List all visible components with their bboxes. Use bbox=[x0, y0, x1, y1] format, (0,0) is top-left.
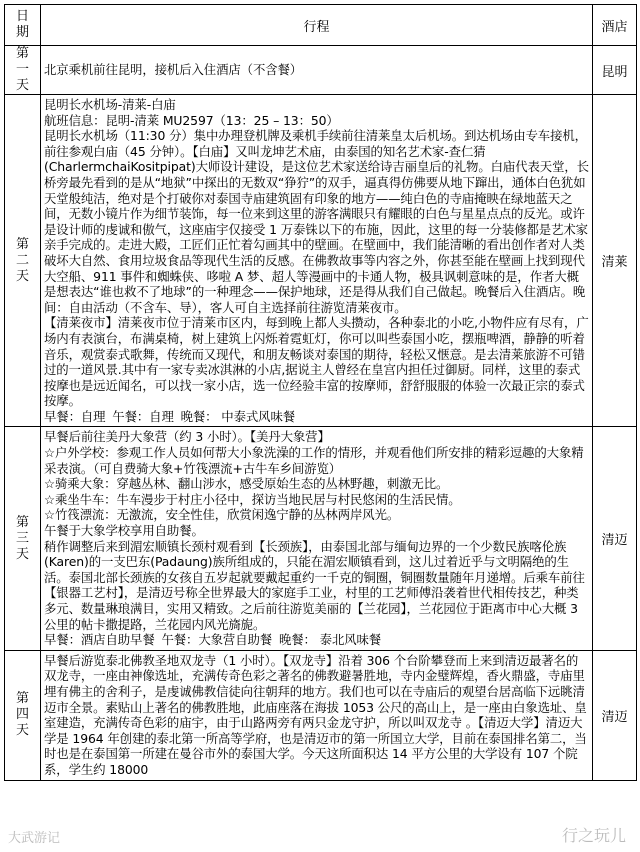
day-row-1 bbox=[5, 46, 637, 95]
day-row-3 bbox=[5, 427, 637, 650]
meals-line bbox=[44, 409, 589, 425]
dinner: 晚餐： 中泰式风味餐 bbox=[180, 408, 296, 424]
hotel-name: 清迈 bbox=[593, 650, 637, 780]
hotel-name: 昆明 bbox=[593, 46, 637, 95]
hotel-name: 清迈 bbox=[593, 427, 637, 650]
plan-line: 北京乘机前往昆明，接机后入住酒店（不含餐） bbox=[44, 62, 303, 78]
plan-line: 早餐后前往美丹大象营（约 3 小时）。【美丹大象营】 bbox=[44, 429, 330, 445]
day-label: 第二天 bbox=[5, 95, 41, 427]
header-plan: 行程 bbox=[41, 5, 593, 46]
day-row-4 bbox=[5, 650, 637, 780]
plan-line: ☆户外学校：参观工作人员如何帮大小象洗澡的工作的情形，并观看他们所安排的精彩逗趣的大象精采表演。（可自费骑大象+竹筏漂流+古牛车乡间游览） bbox=[44, 445, 584, 476]
plan-line: 稍作调整后来到湄宏顺镇长颈村观看到【长颈族】，由泰国北部与缅甸边界的一个少数民族喀伦族(Karen)的一支巴东(Padaung)族所组成的，只能在湄宏顺镇看到，这儿过着近乎与文明隔绝的生活。泰国北部长颈族的女孩自五岁起就要戴起重约一千克的铜圈，铜圈数量随年月递增。后乘车前往【银器工艺村】，是清迈号称全世界最大的家庭手工业，村里的工艺师傅沿袭着世代相传技艺，种类多元、数量琳琅满目，实用又精致。之后前往游览美丽的【兰花园】，兰花园位于距离市中心大概 3 公里的帖卡撒提路，兰花园内风光旖旎。 bbox=[44, 538, 585, 632]
plan-line: 【清莱夜市】清莱夜市位于清莱市区内，每到晚上都人头攒动，各种泰北的小吃,小物件应有尽有，广场内有表演台，布满桌椅，树上建筑上闪烁着霓虹灯，你可以叫些泰国小吃，摆瓶啤酒，静静的听着音乐，观赏泰式歌舞，传统而又现代，和朋友畅谈对泰国的期待，轻松又惬意。是去清莱旅游不可错过的一道风景.其中有一家专卖冰淇淋的小店,据说主人曾经在皇宫内担任过御厨。同样，这里的泰式按摩也是远近闻名，可以找一家小店，选一位经验丰富的按摩师，舒舒服服的体验一次最正宗的泰式按摩。 bbox=[44, 315, 589, 409]
day-plan bbox=[41, 46, 593, 95]
header-row bbox=[5, 5, 637, 46]
day-row-2 bbox=[5, 95, 637, 427]
plan-line: 昆明长水机场（11:30 分）集中办理登机牌及乘机手续前往清莱皇太后机场。到达机场由专车接机，前往参观白庙（45 分钟）。【白庙】又叫龙坤艺术庙，由泰国的知名艺术家-查仁猜(CharlermchaiKositpipat)大师设计建设，是这位艺术家送给诗吉丽皇后的礼物。白庙代表天堂，长桥旁最先看到的是从“地狱”中探出的无数双“狰狞”的双手，逼真得仿佛要从地下蹿出，通体白色犹如天堂般纯洁，绝对是个打破你对泰国寺庙建筑固有印象的地方——纯白色的寺庙掩映在绿地蓝天之间，无数小镜片作为细节装饰，每一位来到这里的游客满眼只有耀眼的白色与星星点点的反光。或许是设计师的虔诚和傲气，这座庙宇仅接受 1 万泰铢以下的布施，因此，这里的每一分装修都是艺术家亲手完成的。走进大殿，工匠们正忙着勾画其中的壁画。在壁画中，我们能清晰的看出创作者对人类破坏大自然、食用垃圾食品等现代生活的反感。在佛教故事等内容之外，你甚至能在壁画上找到现代大空船、911 事件和蜘蛛侠、哆啦 A 梦、超人等漫画中的卡通人物，极具讽刺意味的是，作者大概是想表达“谁也救不了地球”的一种理念——保护地球，还是得从我们自己做起。晚餐后入住酒店。晚间：自由活动（不含车、导），客人可自主选择前往游览清莱夜市。 bbox=[44, 128, 589, 315]
day-label: 第三天 bbox=[5, 427, 41, 650]
day-label: 第一天 bbox=[5, 46, 41, 95]
breakfast: 早餐：自理 bbox=[44, 408, 106, 424]
plan-line: 午餐于大象学校享用自助餐。 bbox=[44, 523, 204, 539]
day-plan bbox=[41, 650, 593, 780]
day-plan bbox=[41, 95, 593, 427]
day-label: 第四天 bbox=[5, 650, 41, 780]
lunch: 午餐：自理 bbox=[112, 408, 174, 424]
watermark-left: 大武游记 bbox=[8, 831, 61, 846]
itinerary-table bbox=[4, 4, 637, 781]
plan-line: 早餐后游览泰北佛教圣地双龙寺（1 小时）。【双龙寺】沿着 306 个台阶攀登而上来到清迈最著名的双龙寺，一座由神像选址，充满传奇色彩之著名的佛教避暑胜地，寺内金璧辉煌，香火鼎盛，寺庙里埋有佛主的舍利子，是虔诚佛教信徒向往朝拜的地方。我们也可以在寺庙后的观望台居高临下远眺清迈市全景。素贴山上著名的佛教胜地，此庙座落在海拔 1053 公尺的高山上，是一座由白象选址、皇室建造，充满传奇色彩的庙宇，由于山路两旁有两只金龙守护，所以叫双龙寺 。【清迈大学】清迈大学是 1964 年创建的泰北第一所高等学府，也是清迈市的第一所国立大学，目前在泰国排名第二，当时也是在泰国第一所建在曼谷市外的泰国大学。今天这所面积达 14 平方公里的大学设有 107 个院系，学生约 18000 bbox=[44, 652, 587, 777]
dinner: 晚餐： 泰北风味餐 bbox=[278, 632, 382, 648]
plan-line: ☆竹筏漂流：无激流，安全性佳，欣赏闲逸宁静的丛林两岸风光。 bbox=[44, 507, 400, 523]
meals-line bbox=[44, 632, 589, 648]
plan-line: 航班信息：昆明-清莱 MU2597（13：25 – 13：50） bbox=[44, 112, 339, 128]
plan-line: ☆乘坐牛车：牛车漫步于村庄小径中，探访当地民居与村民悠闲的生活民情。 bbox=[44, 491, 461, 507]
header-hotel: 酒店 bbox=[593, 5, 637, 46]
plan-line: 昆明长水机场-清莱-白庙 bbox=[44, 97, 176, 112]
day-plan bbox=[41, 427, 593, 650]
watermark-right: 行之玩儿 bbox=[561, 826, 626, 845]
hotel-name: 清莱 bbox=[593, 95, 637, 427]
header-day: 日期 bbox=[5, 5, 41, 46]
plan-line: ☆骑乘大象：穿越丛林、翻山涉水，感受原始生态的丛林野趣，刺激无比。 bbox=[44, 476, 449, 492]
lunch: 午餐：大象营自助餐 bbox=[161, 632, 273, 648]
breakfast: 早餐：酒店自助早餐 bbox=[44, 632, 155, 648]
